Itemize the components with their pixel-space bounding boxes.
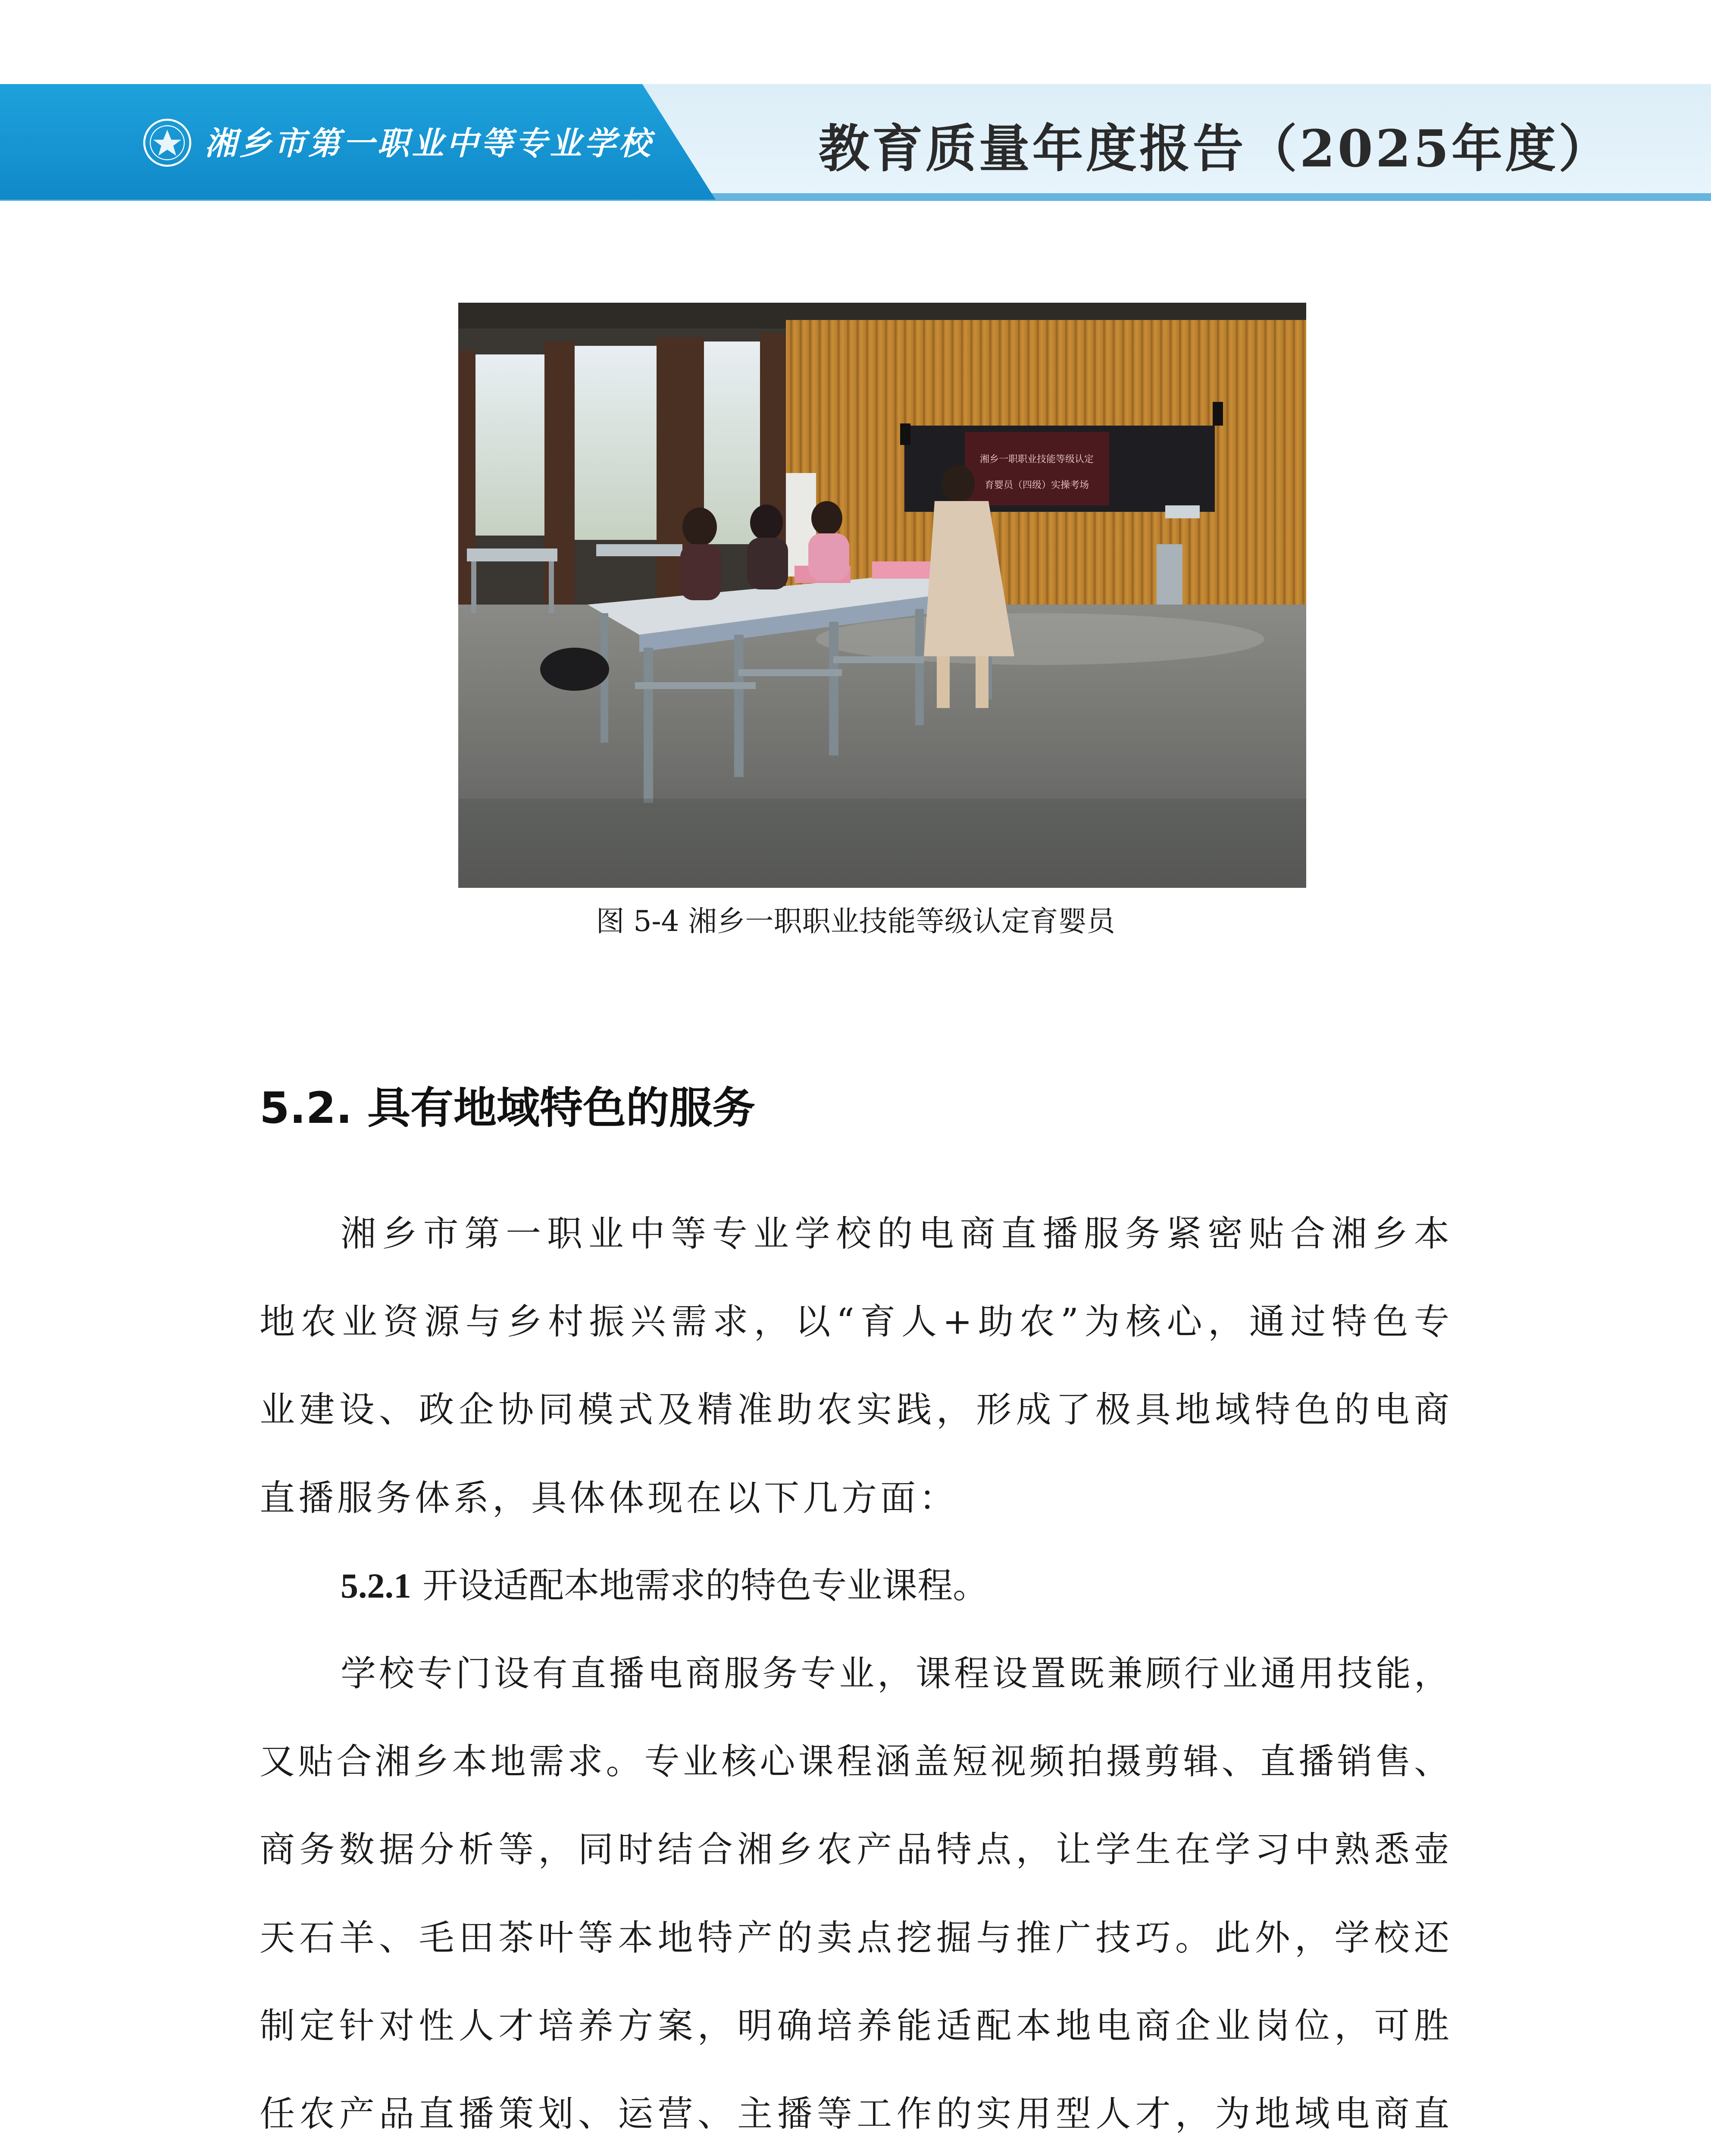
body-line: 商务数据分析等，同时结合湘乡农产品特点，让学生在学习中熟悉壶 [260,1829,1449,1870]
body-line: 任农产品直播策划、运营、主播等工作的实用型人才，为地域电商直 [260,2093,1449,2134]
body-line: 又贴合湘乡本地需求。专业核心课程涵盖短视频拍摄剪辑、直播销售、 [260,1741,1449,1782]
section-title: 5.2. 具有地域特色的服务 [260,1083,755,1133]
body-line: 地农业资源与乡村振兴需求，以“育人+助农”为核心，通过特色专 [260,1301,1449,1342]
body-line: 学校专门设有直播电商服务专业，课程设置既兼顾行业通用技能， [341,1653,1449,1694]
body-line: 业建设、政企协同模式及精准助农实践，形成了极具地域特色的电商 [260,1389,1449,1430]
report-title: 教育质量年度报告（2025年度） [818,119,1612,179]
school-emblem-icon [142,118,192,168]
body-line: 制定针对性人才培养方案，明确培养能适配本地电商企业岗位，可胜 [260,2006,1449,2046]
figure-caption: 图 5-4 湘乡一职职业技能等级认定育婴员 [596,905,1115,938]
subsection-number: 5.2.1 [341,1566,411,1605]
screen-text-line2: 育婴员（四级）实操考场 [984,480,1089,491]
body-line: 天石羊、毛田茶叶等本地特产的卖点挖掘与推广技巧。此外，学校还 [260,1918,1449,1959]
body-line: 直播服务体系，具体体现在以下几方面： [260,1478,958,1519]
screen-text-line1: 湘乡一职职业技能等级认定 [979,454,1094,465]
classroom-photo [458,303,1306,888]
subsection-title: 开设适配本地需求的特色专业课程。 [411,1565,988,1606]
subsection-heading [341,1558,1449,1614]
school-name: 湘乡市第一职业中等专业学校 [205,125,653,162]
body-line: 湘乡市第一职业中等专业学校的电商直播服务紧密贴合湘乡本 [341,1213,1449,1254]
